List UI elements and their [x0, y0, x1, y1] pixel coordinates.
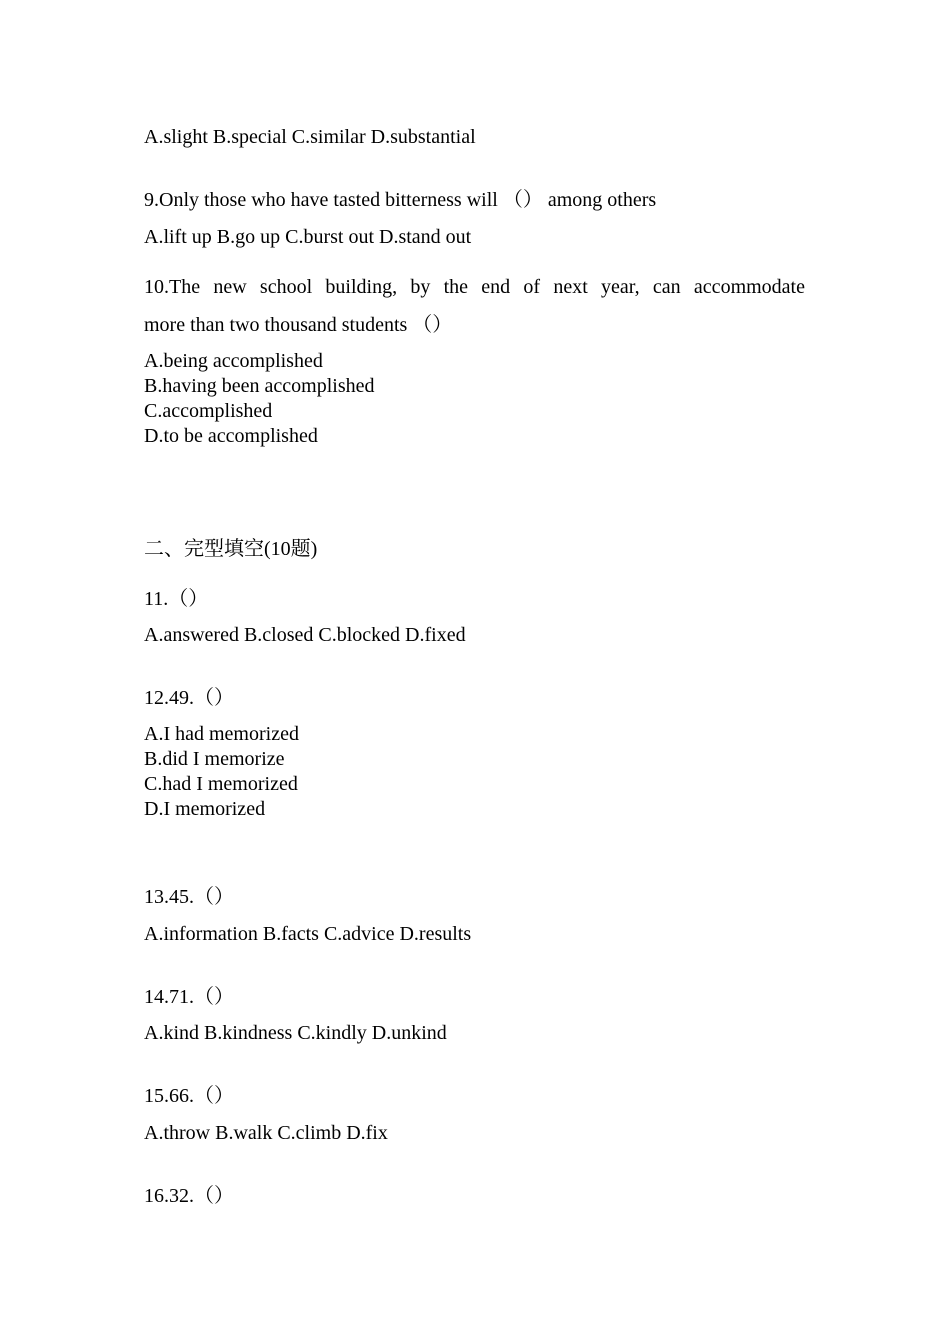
q10-option-b: B.having been accomplished: [144, 375, 375, 397]
q10-option-d: D.to be accomplished: [144, 425, 318, 447]
q12-option-b: B.did I memorize: [144, 748, 285, 770]
q14-options: A.kind B.kindness C.kindly D.unkind: [144, 1022, 447, 1044]
q12-option-d: D.I memorized: [144, 798, 266, 820]
q13-options: A.information B.facts C.advice D.results: [144, 923, 472, 945]
q9-options: A.lift up B.go up C.burst out D.stand out: [144, 226, 472, 248]
q12-option-c: C.had I memorized: [144, 773, 298, 795]
q8-options: A.slight B.special C.similar D.substantial: [144, 126, 476, 148]
q10-option-a: A.being accomplished: [144, 350, 323, 372]
q12-question: 12.49.（）: [144, 687, 234, 709]
q10-question-line2: more than two thousand students （）: [144, 314, 453, 336]
q13-question: 13.45.（）: [144, 886, 234, 908]
q11-options: A.answered B.closed C.blocked D.fixed: [144, 624, 466, 646]
section-heading: 二、完型填空(10题): [144, 538, 318, 560]
q16-question: 16.32.（）: [144, 1185, 234, 1207]
q9-question: 9.Only those who have tasted bitterness will （） among others: [144, 189, 657, 211]
q10-option-c: C.accomplished: [144, 400, 273, 422]
q12-option-a: A.I had memorized: [144, 723, 299, 745]
q11-question: 11.（）: [144, 588, 209, 610]
q10-question-line1: 10.The new school building, by the end of next year, can accommodate: [144, 276, 805, 298]
q15-question: 15.66.（）: [144, 1085, 234, 1107]
q14-question: 14.71.（）: [144, 986, 234, 1008]
q15-options: A.throw B.walk C.climb D.fix: [144, 1122, 388, 1144]
